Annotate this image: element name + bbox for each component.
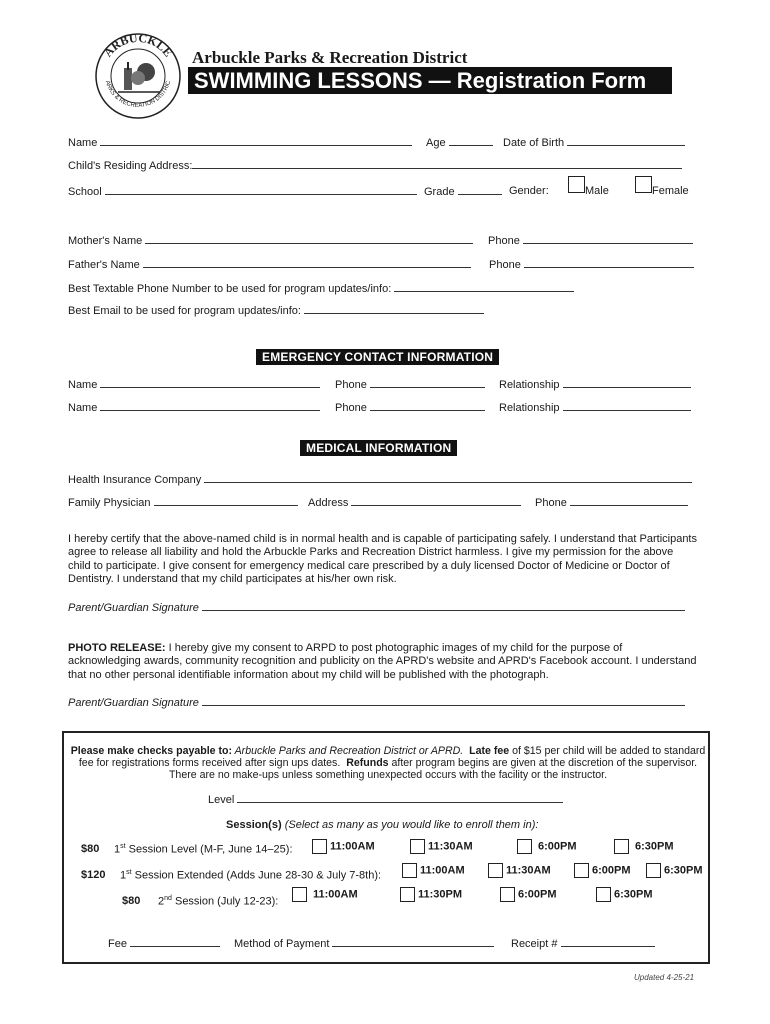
session-time: 11:30PM	[418, 888, 463, 901]
session-3-slot-1[interactable]	[292, 887, 358, 902]
payment-method-field[interactable]	[234, 937, 494, 950]
physician-address-field[interactable]	[308, 496, 521, 509]
refunds-text: after program begins are given at the discretion of the supervisor. There are no make-ups unless something unexpected occurs with the facility or the instructor.	[168, 757, 698, 781]
male-label: Male	[585, 185, 609, 197]
svg-text:ARBUCKLE: ARBUCKLE	[100, 32, 176, 60]
signature-label: Parent/Guardian Signature	[68, 602, 199, 614]
receipt-label: Receipt #	[511, 938, 558, 950]
gender-label: Gender:	[509, 185, 549, 197]
school-label: School	[68, 186, 102, 198]
session-1-slot-2[interactable]	[410, 839, 473, 854]
emergency-phone-1[interactable]	[335, 378, 485, 391]
physician-address-label: Address	[308, 497, 349, 509]
insurance-field[interactable]	[68, 473, 692, 486]
session-time: 6:30PM	[635, 840, 674, 853]
email-field[interactable]	[68, 304, 484, 317]
emergency-phone-2[interactable]	[335, 401, 485, 414]
session-time: 6:00PM	[592, 864, 631, 877]
checkbox-icon	[402, 863, 417, 878]
emergency-phone-label: Phone	[335, 379, 367, 391]
emergency-relationship-label: Relationship	[499, 402, 560, 414]
sessions-hint: (Select as many as you would like to enroll them in):	[284, 819, 539, 831]
emergency-relationship-2[interactable]	[499, 401, 691, 414]
fee-label: Fee	[108, 938, 127, 950]
checkbox-icon	[400, 887, 415, 902]
signature-label: Parent/Guardian Signature	[68, 697, 199, 709]
address-label: Child's Residing Address:	[68, 160, 193, 172]
session-3-slot-3[interactable]	[500, 887, 557, 902]
session-time: 6:30PM	[614, 888, 653, 901]
signature-field-2[interactable]	[68, 696, 685, 709]
checkbox-icon	[596, 887, 611, 902]
session-3-slot-2[interactable]	[400, 887, 462, 902]
checks-payee: Arbuckle Parks and Recreation District or APRD.	[232, 745, 464, 757]
medical-heading: MEDICAL INFORMATION	[300, 440, 457, 456]
session-1-slot-1[interactable]	[312, 839, 375, 854]
photo-release-body: I hereby give my consent to ARPD to post photographic images of my child for the purpose of acknowledging awards, community recognition and publicity on the APRD's website and APRD's Facebook account. I understand that no other personal identifiable information about my child will be published with the photograph.	[68, 642, 697, 681]
level-field[interactable]	[208, 793, 563, 806]
session-1-slot-3[interactable]	[517, 839, 577, 854]
email-label: Best Email to be used for program updates/info:	[68, 305, 301, 317]
updated-date: Updated 4-25-21	[634, 973, 695, 982]
mother-name-field[interactable]	[68, 234, 473, 247]
female-checkbox[interactable]	[635, 176, 652, 193]
session-3-label: 2nd Session (July 12-23):	[158, 895, 279, 908]
payment-method-label: Method of Payment	[234, 938, 330, 950]
checkbox-icon	[500, 887, 515, 902]
physician-label: Family Physician	[68, 497, 151, 509]
session-time: 11:00AM	[330, 840, 375, 853]
org-name: Arbuckle Parks & Recreation District	[192, 48, 468, 67]
name-field[interactable]	[68, 136, 412, 149]
certification-text: I hereby certify that the above-named child is in normal health and is capable of participating safely. I understand that Participants agree to release all liability and hold the Arbuckle Parks and Recreation District harmless. I give my permission for the above child to participate. I give consent for emergency medical care prescribed by a duly licensed Doctor of Medicine or Doctor of Dentistry. I understand that my child participates at his/her own risk.	[68, 533, 697, 585]
session-2-slot-2[interactable]	[488, 863, 551, 878]
insurance-label: Health Insurance Company	[68, 474, 202, 486]
phone-label: Phone	[488, 235, 520, 247]
receipt-field[interactable]	[511, 937, 655, 950]
checks-label: Please make checks payable to:	[70, 745, 233, 757]
session-2-slot-4[interactable]	[646, 863, 703, 878]
district-logo	[94, 32, 182, 120]
form-title: SWIMMING LESSONS — Registration Form	[188, 67, 672, 94]
emergency-name-label: Name	[68, 402, 98, 414]
late-fee-text: of $15 per child will be added to standard fee for registrations forms received after sign ups dates.	[78, 745, 706, 769]
session-time: 11:00AM	[313, 888, 358, 901]
mother-label: Mother's Name	[68, 235, 143, 247]
emergency-relationship-label: Relationship	[499, 379, 560, 391]
textable-phone-label: Best Textable Phone Number to be used for program updates/info:	[68, 283, 392, 295]
school-field[interactable]	[68, 185, 417, 198]
session-time: 6:00PM	[538, 840, 577, 853]
session-2-label: 1st Session Extended (Adds June 28-30 & July 7-8th):	[120, 869, 382, 882]
signature-field-1[interactable]	[68, 601, 685, 614]
checkbox-icon	[646, 863, 661, 878]
emergency-heading: EMERGENCY CONTACT INFORMATION	[256, 349, 499, 365]
name-label: Name	[68, 137, 98, 149]
checkbox-icon	[517, 839, 532, 854]
session-time: 11:30AM	[428, 840, 473, 853]
checkbox-icon	[312, 839, 327, 854]
physician-phone-label: Phone	[535, 497, 567, 509]
photo-release-text	[68, 642, 698, 682]
late-fee-label: Late fee	[469, 745, 510, 757]
emergency-phone-label: Phone	[335, 402, 367, 414]
session-1-label: 1st Session Level (M-F, June 14–25):	[114, 843, 293, 856]
emergency-name-1[interactable]	[68, 378, 320, 391]
session-1-price: $80	[81, 843, 100, 855]
father-name-field[interactable]	[68, 258, 471, 271]
session-2-slot-3[interactable]	[574, 863, 631, 878]
textable-phone-field[interactable]	[68, 282, 574, 295]
phone-label: Phone	[489, 259, 521, 271]
session-time: 11:00AM	[420, 864, 465, 877]
physician-phone-field[interactable]	[535, 496, 688, 509]
age-label: Age	[426, 137, 446, 149]
father-label: Father's Name	[68, 259, 140, 271]
grade-label: Grade	[424, 186, 455, 198]
session-time: 6:30PM	[664, 864, 703, 877]
fee-field[interactable]	[108, 937, 220, 950]
session-1-slot-4[interactable]	[614, 839, 674, 854]
session-time: 11:30AM	[506, 864, 551, 877]
session-time: 6:00PM	[518, 888, 557, 901]
emergency-name-label: Name	[68, 379, 98, 391]
checkbox-icon	[614, 839, 629, 854]
male-checkbox[interactable]	[568, 176, 585, 193]
checkbox-icon	[574, 863, 589, 878]
physician-field[interactable]	[68, 496, 298, 509]
dob-field[interactable]	[503, 136, 685, 149]
grade-field[interactable]	[424, 185, 502, 198]
checkbox-icon	[410, 839, 425, 854]
payment-box	[62, 731, 710, 964]
father-phone-field[interactable]	[489, 258, 694, 271]
emergency-relationship-1[interactable]	[499, 378, 691, 391]
session-3-slot-4[interactable]	[596, 887, 653, 902]
session-2-price: $120	[81, 869, 106, 881]
age-field[interactable]	[426, 136, 493, 149]
photo-release-label: PHOTO RELEASE:	[68, 642, 166, 654]
checkbox-icon	[292, 887, 307, 902]
mother-phone-field[interactable]	[488, 234, 693, 247]
emergency-name-2[interactable]	[68, 401, 320, 414]
payment-notice	[70, 745, 706, 781]
female-label: Female	[652, 185, 689, 197]
session-2-slot-1[interactable]	[402, 863, 465, 878]
level-label: Level	[208, 794, 235, 806]
session-3-price: $80	[122, 895, 141, 907]
address-field[interactable]	[68, 159, 682, 172]
refunds-label: Refunds	[346, 757, 389, 769]
svg-text:PARKS & RECREATION DISTRICT: ARKS & RECREATION DISTRIC	[103, 80, 173, 109]
sessions-heading	[226, 819, 538, 831]
dob-label: Date of Birth	[503, 137, 565, 149]
checkbox-icon	[488, 863, 503, 878]
sessions-label: Session(s)	[226, 819, 282, 831]
